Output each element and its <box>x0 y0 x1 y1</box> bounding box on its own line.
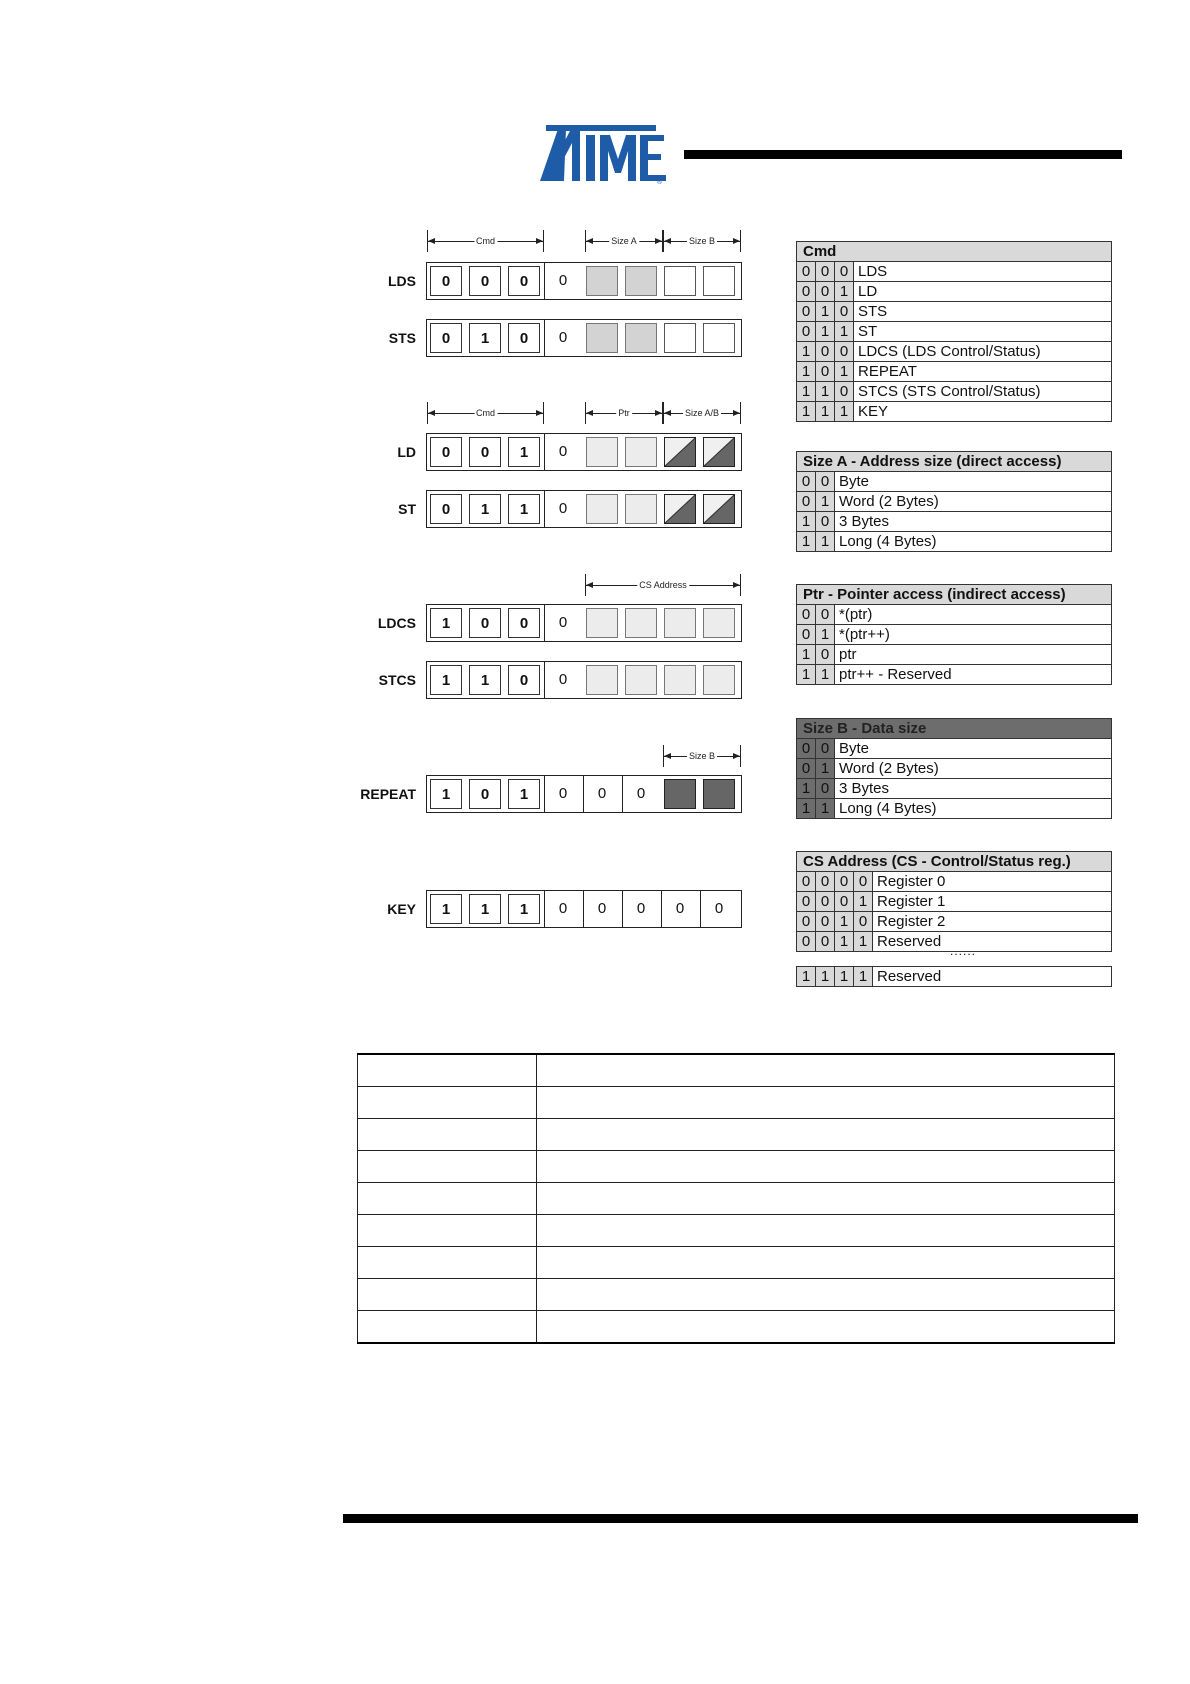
legend-row <box>797 912 1111 932</box>
bit-cell <box>703 608 735 638</box>
legend-bit: 1 <box>816 532 835 551</box>
table-cell <box>358 1087 537 1119</box>
legend-bit: 1 <box>816 302 835 321</box>
legend-cs-address <box>796 851 1112 952</box>
bit-cell: 0 <box>558 671 568 688</box>
legend-bit: 1 <box>797 967 816 986</box>
cell-separator <box>622 776 623 812</box>
bit-cell: 1 <box>508 894 540 924</box>
legend-bit: 1 <box>816 625 835 644</box>
legend-bit: 1 <box>835 912 854 931</box>
legend-bit: 1 <box>816 382 835 401</box>
cell-separator <box>622 891 623 927</box>
table-cell <box>537 1279 1115 1311</box>
legend-row <box>797 362 1111 382</box>
legend-row <box>797 302 1111 322</box>
table-row <box>358 1247 1115 1279</box>
legend-title: CS Address (CS - Control/Status reg.) <box>797 852 1111 872</box>
bit-cell <box>625 266 657 296</box>
bit-cell <box>664 323 696 353</box>
legend-bit: 1 <box>797 532 816 551</box>
bit-cell: 1 <box>469 894 501 924</box>
dim-cs-address <box>585 574 741 596</box>
bit-cell: 1 <box>430 608 462 638</box>
legend-desc: ptr++ - Reserved <box>839 666 952 683</box>
cell-separator <box>544 491 545 527</box>
legend-desc: 3 Bytes <box>839 780 890 797</box>
dim-size-ab <box>663 402 741 424</box>
table-cell <box>358 1311 537 1344</box>
table-cell <box>537 1215 1115 1247</box>
dim-label: Size A/B <box>684 408 720 418</box>
legend-row <box>797 322 1111 342</box>
legend-bit: 1 <box>835 967 854 986</box>
bit-cell <box>703 266 735 296</box>
bit-cell: 0 <box>597 785 607 802</box>
bit-cell: 0 <box>558 272 568 289</box>
table-cell <box>358 1215 537 1247</box>
table-cell <box>537 1183 1115 1215</box>
instruction-frame <box>426 319 742 357</box>
table-cell <box>358 1151 537 1183</box>
bit-cell: 1 <box>508 779 540 809</box>
bit-cell: 0 <box>636 785 646 802</box>
legend-bit: 0 <box>816 282 835 301</box>
bit-cell <box>586 323 618 353</box>
legend-bit: 0 <box>797 322 816 341</box>
legend-bit: 1 <box>816 492 835 511</box>
legend-bit: 0 <box>816 872 835 891</box>
cell-separator <box>544 434 545 470</box>
bit-cell: 1 <box>430 894 462 924</box>
legend-bit: 0 <box>816 472 835 491</box>
bit-cell: 1 <box>508 494 540 524</box>
dim-cmd-1 <box>427 230 544 252</box>
table-row <box>358 1151 1115 1183</box>
bit-cell <box>586 608 618 638</box>
bit-cell: 0 <box>430 266 462 296</box>
bit-cell <box>703 437 735 467</box>
bit-cell: 0 <box>469 266 501 296</box>
legend-bit: 1 <box>835 362 854 381</box>
legend-desc: Long (4 Bytes) <box>839 533 937 550</box>
legend-ellipsis: ...... <box>950 944 977 958</box>
legend-desc: Byte <box>839 740 870 757</box>
legend-row <box>797 342 1111 362</box>
legend-desc: LDS <box>858 263 888 280</box>
bit-cell: 0 <box>430 494 462 524</box>
legend-ptr <box>796 584 1112 685</box>
instruction-label: ST <box>398 501 416 517</box>
legend-row <box>797 262 1111 282</box>
table-cell <box>537 1087 1115 1119</box>
instruction-frame <box>426 262 742 300</box>
legend-desc: Register 2 <box>877 913 946 930</box>
bit-cell: 0 <box>508 608 540 638</box>
legend-desc: LDCS (LDS Control/Status) <box>858 343 1041 360</box>
dim-cmd-2 <box>427 402 544 424</box>
table-cell <box>537 1151 1115 1183</box>
legend-bit: 0 <box>816 779 835 798</box>
legend-bit: 1 <box>816 967 835 986</box>
table-row <box>358 1311 1115 1344</box>
legend-row <box>797 512 1111 532</box>
legend-row <box>797 645 1111 665</box>
bit-cell: 1 <box>469 323 501 353</box>
bit-cell: 0 <box>558 500 568 517</box>
dim-size-b-1 <box>663 230 741 252</box>
legend-bit: 1 <box>797 362 816 381</box>
dim-label: Cmd <box>475 408 496 418</box>
bit-cell: 0 <box>469 779 501 809</box>
header-rule <box>684 150 1122 159</box>
dim-label: Size B <box>688 236 716 246</box>
legend-bit: 0 <box>797 625 816 644</box>
instruction-label: STCS <box>378 672 416 688</box>
instruction-label: REPEAT <box>360 786 416 802</box>
bit-cell <box>664 608 696 638</box>
legend-title: Size A - Address size (direct access) <box>797 452 1111 472</box>
bit-cell: 1 <box>430 665 462 695</box>
legend-desc: KEY <box>858 403 889 420</box>
legend-desc: STCS (STS Control/Status) <box>858 383 1041 400</box>
bit-cell <box>703 665 735 695</box>
bit-cell <box>586 494 618 524</box>
legend-bit: 0 <box>854 912 873 931</box>
bit-cell <box>664 494 696 524</box>
bit-cell <box>703 494 735 524</box>
cell-separator <box>661 891 662 927</box>
legend-bit: 0 <box>797 872 816 891</box>
table-row <box>358 1119 1115 1151</box>
bit-cell: 0 <box>597 900 607 917</box>
legend-bit: 0 <box>816 342 835 361</box>
legend-title: Ptr - Pointer access (indirect access) <box>797 585 1111 605</box>
legend-bit: 1 <box>797 342 816 361</box>
bit-cell: 0 <box>558 329 568 346</box>
bit-cell: 0 <box>469 608 501 638</box>
table-row <box>358 1054 1115 1087</box>
legend-bit: 0 <box>816 262 835 281</box>
instruction-frame <box>426 775 742 813</box>
table-row <box>358 1279 1115 1311</box>
legend-bit: 0 <box>797 472 816 491</box>
bit-cell: 0 <box>508 665 540 695</box>
bit-cell: 0 <box>558 614 568 631</box>
legend-bit: 0 <box>797 282 816 301</box>
legend-desc: Word (2 Bytes) <box>839 760 939 777</box>
legend-row <box>797 872 1111 892</box>
bit-cell: 1 <box>508 437 540 467</box>
instruction-frame <box>426 890 742 928</box>
instruction-label: LD <box>397 444 416 460</box>
legend-cmd <box>796 241 1112 422</box>
legend-desc: ptr <box>839 646 857 663</box>
legend-desc: Word (2 Bytes) <box>839 493 939 510</box>
legend-bit: 0 <box>816 892 835 911</box>
legend-bit: 0 <box>797 759 816 778</box>
bit-cell: 1 <box>469 494 501 524</box>
legend-row <box>797 967 1111 986</box>
legend-bit: 0 <box>816 912 835 931</box>
table-cell <box>537 1119 1115 1151</box>
legend-bit: 0 <box>797 262 816 281</box>
legend-bit: 1 <box>797 402 816 421</box>
bit-cell: 0 <box>558 900 568 917</box>
legend-bit: 1 <box>835 282 854 301</box>
dim-size-b-2 <box>663 745 741 767</box>
table-cell <box>358 1119 537 1151</box>
legend-bit: 0 <box>816 512 835 531</box>
table-row <box>358 1215 1115 1247</box>
bit-cell: 0 <box>508 323 540 353</box>
bit-cell <box>586 437 618 467</box>
cell-separator <box>544 776 545 812</box>
bit-cell: 0 <box>714 900 724 917</box>
legend-bit: 1 <box>835 932 854 951</box>
legend-bit: 0 <box>835 382 854 401</box>
dim-label: Size A <box>611 236 637 246</box>
legend-row <box>797 492 1111 512</box>
table-cell <box>537 1054 1115 1087</box>
atmel-logo <box>536 123 668 185</box>
legend-desc: STS <box>858 303 888 320</box>
cell-separator <box>544 263 545 299</box>
legend-bit: 1 <box>797 779 816 798</box>
legend-row <box>797 625 1111 645</box>
bit-cell <box>586 266 618 296</box>
legend-bit: 0 <box>835 302 854 321</box>
legend-bit: 0 <box>797 892 816 911</box>
legend-bit: 0 <box>797 739 816 758</box>
table-cell <box>537 1311 1115 1344</box>
bit-cell <box>703 323 735 353</box>
legend-bit: 0 <box>816 362 835 381</box>
legend-bit: 0 <box>854 872 873 891</box>
blank-table <box>357 1053 1115 1344</box>
legend-title: Size B - Data size <box>797 719 1111 739</box>
legend-bit: 0 <box>835 342 854 361</box>
bit-cell <box>625 437 657 467</box>
legend-row <box>797 665 1111 684</box>
legend-bit: 0 <box>816 605 835 624</box>
bit-cell: 0 <box>636 900 646 917</box>
table-cell <box>358 1279 537 1311</box>
legend-bit: 1 <box>854 892 873 911</box>
legend-row <box>797 739 1111 759</box>
legend-bit: 0 <box>816 932 835 951</box>
legend-bit: 0 <box>835 892 854 911</box>
legend-bit: 1 <box>797 665 816 684</box>
bit-cell: 0 <box>469 437 501 467</box>
legend-row <box>797 605 1111 625</box>
bit-cell <box>703 779 735 809</box>
table-cell <box>358 1247 537 1279</box>
table-row <box>358 1183 1115 1215</box>
cell-separator <box>544 605 545 641</box>
legend-bit: 0 <box>816 739 835 758</box>
instruction-frame <box>426 604 742 642</box>
dim-label: Size B <box>688 751 716 761</box>
bit-cell: 0 <box>430 437 462 467</box>
legend-row <box>797 382 1111 402</box>
legend-cs-address-last <box>796 966 1112 987</box>
legend-row <box>797 532 1111 551</box>
legend-bit: 0 <box>835 872 854 891</box>
legend-bit: 1 <box>835 322 854 341</box>
legend-desc: *(ptr) <box>839 606 873 623</box>
legend-bit: 1 <box>816 799 835 818</box>
cell-separator <box>700 891 701 927</box>
legend-desc: Byte <box>839 473 870 490</box>
legend-bit: 0 <box>797 912 816 931</box>
bit-cell <box>625 323 657 353</box>
instruction-label: STS <box>388 330 416 346</box>
table-row <box>358 1087 1115 1119</box>
instruction-label: LDCS <box>377 615 416 631</box>
instruction-frame <box>426 433 742 471</box>
legend-row <box>797 892 1111 912</box>
bit-cell: 0 <box>508 266 540 296</box>
bit-cell: 0 <box>558 785 568 802</box>
legend-row <box>797 779 1111 799</box>
dim-label: Ptr <box>618 408 630 418</box>
legend-bit: 1 <box>816 665 835 684</box>
bit-cell <box>664 779 696 809</box>
legend-bit: 1 <box>854 967 873 986</box>
legend-bit: 1 <box>816 402 835 421</box>
legend-bit: 0 <box>816 645 835 664</box>
legend-row <box>797 282 1111 302</box>
bit-cell: 0 <box>675 900 685 917</box>
table-cell <box>358 1183 537 1215</box>
dim-label: CS Address <box>639 580 687 590</box>
legend-row <box>797 759 1111 779</box>
legend-desc: Register 0 <box>877 873 946 890</box>
legend-row <box>797 472 1111 492</box>
legend-bit: 1 <box>797 799 816 818</box>
dim-ptr <box>585 402 663 424</box>
instruction-label: LDS <box>388 273 416 289</box>
cell-separator <box>544 891 545 927</box>
registered-mark: ® <box>657 179 663 185</box>
legend-row <box>797 799 1111 818</box>
legend-desc: Register 1 <box>877 893 946 910</box>
legend-title: Cmd <box>797 242 1111 262</box>
legend-bit: 1 <box>816 759 835 778</box>
legend-row <box>797 402 1111 421</box>
instruction-frame <box>426 490 742 528</box>
legend-bit: 1 <box>835 402 854 421</box>
legend-bit: 1 <box>816 322 835 341</box>
legend-bit: 1 <box>797 382 816 401</box>
legend-desc: Reserved <box>877 968 942 985</box>
dim-label: Cmd <box>475 236 496 246</box>
bit-cell: 0 <box>558 443 568 460</box>
legend-desc: Reserved <box>877 933 942 950</box>
dim-size-a <box>585 230 663 252</box>
legend-bit: 0 <box>797 492 816 511</box>
legend-bit: 1 <box>854 932 873 951</box>
cell-separator <box>544 320 545 356</box>
legend-size-a <box>796 451 1112 552</box>
legend-desc: Long (4 Bytes) <box>839 800 937 817</box>
bit-cell <box>664 665 696 695</box>
footer-rule <box>343 1514 1138 1523</box>
cell-separator <box>583 776 584 812</box>
legend-desc: *(ptr++) <box>839 626 890 643</box>
bit-cell <box>625 665 657 695</box>
bit-cell: 1 <box>469 665 501 695</box>
bit-cell: 1 <box>430 779 462 809</box>
bit-cell <box>664 437 696 467</box>
bit-cell: 0 <box>430 323 462 353</box>
table-cell <box>537 1247 1115 1279</box>
legend-desc: LD <box>858 283 878 300</box>
legend-bit: 0 <box>797 932 816 951</box>
legend-desc: ST <box>858 323 878 340</box>
legend-desc: REPEAT <box>858 363 917 380</box>
legend-bit: 1 <box>797 512 816 531</box>
cell-separator <box>583 891 584 927</box>
legend-bit: 0 <box>835 262 854 281</box>
legend-bit: 1 <box>797 645 816 664</box>
instruction-label: KEY <box>387 901 416 917</box>
instruction-frame <box>426 661 742 699</box>
legend-bit: 0 <box>797 605 816 624</box>
legend-desc: 3 Bytes <box>839 513 890 530</box>
bit-cell <box>664 266 696 296</box>
table-cell <box>358 1054 537 1087</box>
legend-bit: 0 <box>797 302 816 321</box>
bit-cell <box>625 608 657 638</box>
bit-cell <box>625 494 657 524</box>
legend-size-b <box>796 718 1112 819</box>
bit-cell <box>586 665 618 695</box>
cell-separator <box>544 662 545 698</box>
